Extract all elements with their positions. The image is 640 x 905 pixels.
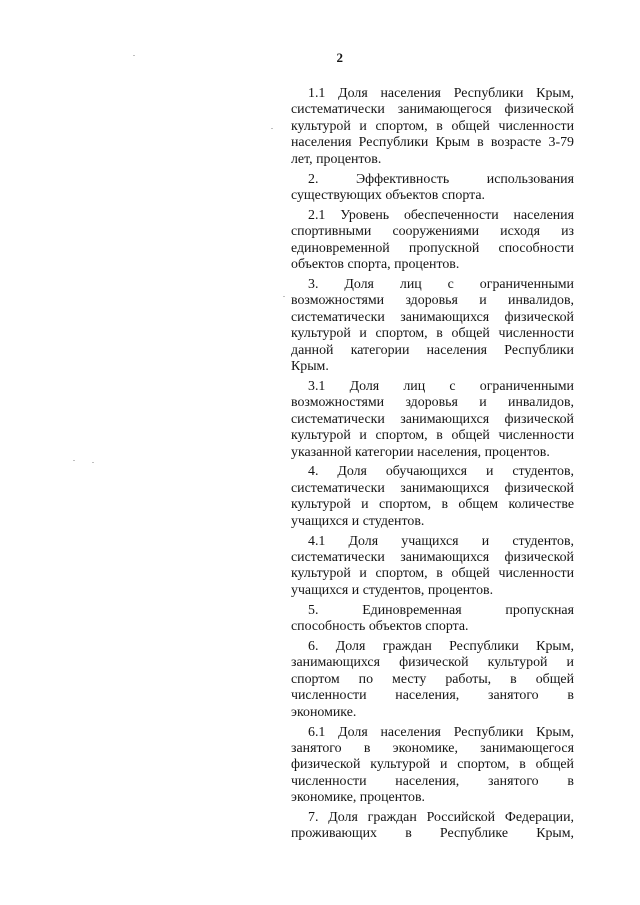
text-line: населения Республики Крым в возрасте 3-79 (291, 135, 574, 151)
paragraph (291, 810, 574, 843)
text-line: систематически занимающегося физической (291, 102, 574, 118)
text-line: единовременной пропускной способности (291, 240, 574, 256)
paragraph (291, 379, 574, 461)
text-line: учащихся и студентов, процентов. (291, 582, 494, 598)
text-line: 1.1 Доля населения Республики Крым, (308, 86, 574, 101)
text-line: культурой и спортом, в общей численности (291, 566, 574, 582)
page-number: 2 (336, 50, 344, 65)
text-line: 6.1 Доля населения Республики Крым, (308, 724, 574, 740)
paragraph (291, 603, 574, 636)
text-line: культурой и спортом, в общей численности (291, 118, 574, 134)
paragraph (291, 277, 574, 375)
text-line: занятого в экономике, занимающегося (291, 740, 574, 756)
text-line: учащихся и студентов. (291, 513, 425, 529)
text-line: спортом по месту работы, в общей (291, 671, 574, 687)
paragraph (291, 639, 574, 721)
text-line: 3.1 Доля лиц с ограниченными (308, 378, 574, 394)
text-line: возможностями здоровья и инвалидов, (291, 395, 574, 411)
text-line: спортивными сооружениями исходя из (291, 224, 574, 240)
paragraph (291, 534, 574, 600)
scan-speck (271, 128, 273, 129)
text-line: Крым. (291, 359, 329, 374)
text-line: систематически занимающихся физической (291, 480, 574, 496)
text-line: культурой и спортом, в общем количестве (291, 497, 574, 513)
text-line: численности населения, занятого в (291, 773, 574, 789)
text-line: занимающихся физической культурой и (291, 655, 574, 671)
paragraph (291, 86, 574, 168)
text-line: численности населения, занятого в (291, 688, 574, 704)
text-line: 7. Доля граждан Российской Федерации, (308, 810, 574, 826)
text-line: 4. Доля обучающихся и студентов, (308, 464, 574, 480)
text-line: 6. Доля граждан Республики Крым, (308, 639, 574, 654)
text-line: 2. Эффективность использования (308, 171, 574, 187)
paragraph (291, 208, 574, 274)
text-line: 3. Доля лиц с ограниченными (308, 276, 574, 292)
text-line: возможностями здоровья и инвалидов, (291, 293, 574, 309)
scan-speck (283, 296, 285, 297)
text-line: культурой и спортом, в общей численности (291, 326, 574, 342)
scan-speck (92, 462, 94, 463)
text-line: существующих объектов спорта. (291, 187, 485, 203)
text-line: систематически занимающихся физической (291, 549, 574, 565)
text-line: систематически занимающихся физической (291, 309, 574, 325)
scan-speck (73, 460, 75, 461)
text-line: систематически занимающихся физической (291, 411, 574, 427)
text-line: культурой и спортом, в общей численности (291, 428, 574, 444)
text-line: проживающих в Республике Крым, (291, 826, 574, 842)
text-line: 2.1 Уровень обеспеченности населения (308, 207, 574, 223)
text-line: данной категории населения Республики (291, 342, 574, 358)
text-line: физической культурой и спортом, в общей (291, 757, 574, 773)
text-line: экономике. (291, 704, 357, 720)
text-line: 5. Единовременная пропускная (308, 602, 574, 618)
text-line: экономике, процентов. (291, 790, 426, 806)
scan-speck (133, 55, 135, 56)
paragraph (291, 172, 574, 205)
text-line: объектов спорта, процентов. (291, 257, 460, 273)
document-body (291, 86, 574, 846)
text-line: указанной категории населения, процентов. (291, 444, 550, 460)
text-line: способность объектов спорта. (291, 619, 469, 635)
text-line: 4.1 Доля учащихся и студентов, (308, 533, 574, 549)
paragraph (291, 725, 574, 807)
paragraph (291, 464, 574, 530)
text-line: лет, процентов. (291, 151, 382, 167)
